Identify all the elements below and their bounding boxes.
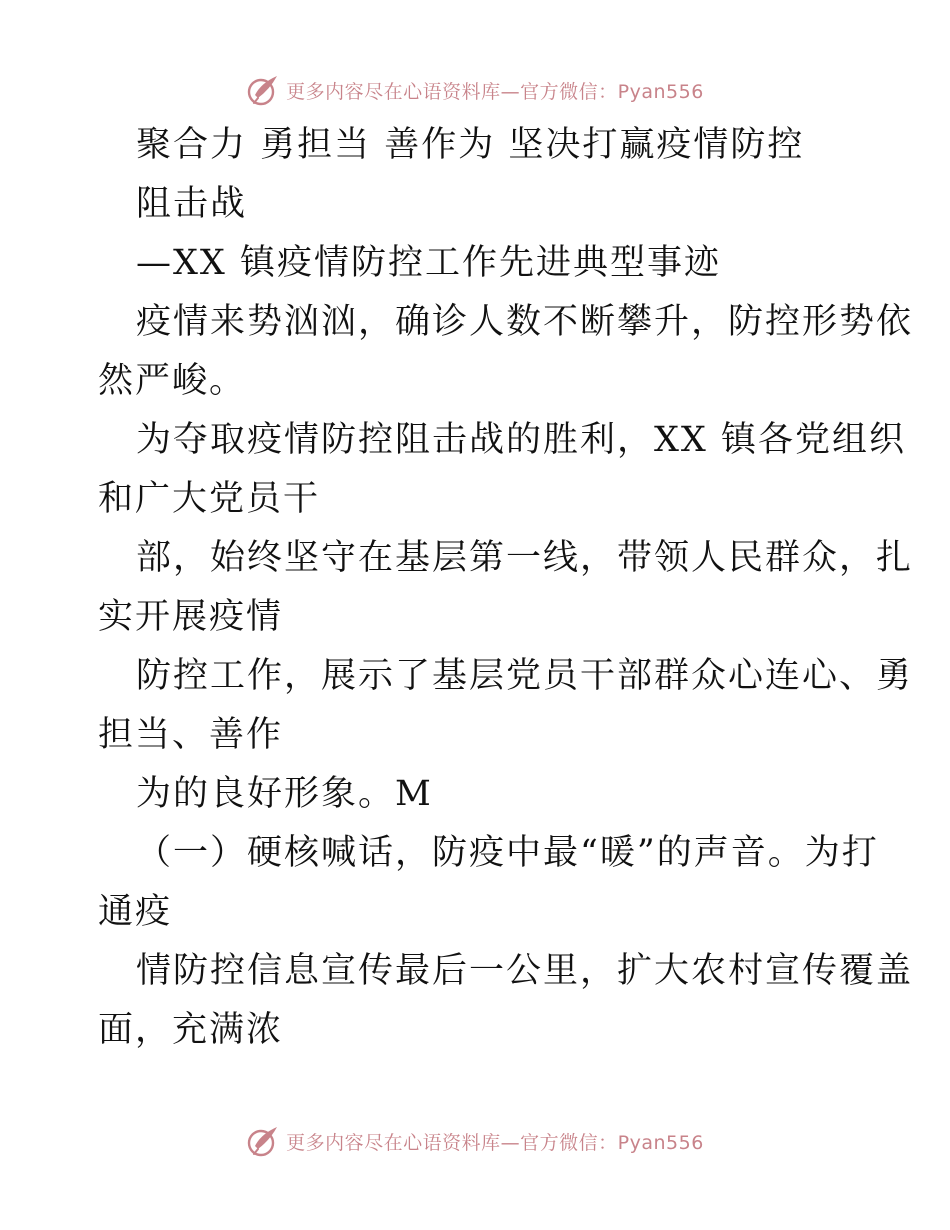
text-line: 阻击战 xyxy=(136,184,248,224)
text-line: —XX 镇疫情防控工作先进典型事迹 xyxy=(136,243,721,283)
text-line: 情防控信息宣传最后一公里，扩大农村宣传覆盖 xyxy=(136,951,914,991)
text-line: 聚合力 勇担当 善作为 坚决打赢疫情防控 xyxy=(136,125,805,165)
text-line: 为的良好形象。M xyxy=(136,774,433,814)
text-line: 实开展疫情 xyxy=(98,597,284,637)
watermark-text: 更多内容尽在心语资料库—官方微信：Pyan556 xyxy=(286,1131,704,1154)
quill-logo-icon xyxy=(246,1124,280,1158)
watermark-header xyxy=(0,70,950,110)
text-line: 和广大党员干 xyxy=(98,479,321,519)
text-line: 面，充满浓 xyxy=(98,1010,284,1050)
text-line: 通疫 xyxy=(98,892,173,932)
document-body xyxy=(98,116,914,1060)
text-line: 担当、善作 xyxy=(98,715,284,755)
text-line: （一）硬核喊话，防疫中最“暖”的声音。为打 xyxy=(136,833,879,873)
watermark-text: 更多内容尽在心语资料库—官方微信：Pyan556 xyxy=(286,80,704,103)
watermark-footer xyxy=(0,1121,950,1161)
quill-logo-icon xyxy=(246,73,280,107)
text-line: 部，始终坚守在基层第一线，带领人民群众，扎 xyxy=(136,538,914,578)
text-line: 然严峻。 xyxy=(98,361,247,401)
text-line: 为夺取疫情防控阻击战的胜利，XX 镇各党组织 xyxy=(136,420,906,460)
text-line: 防控工作，展示了基层党员干部群众心连心、勇 xyxy=(136,656,914,696)
text-line: 疫情来势汹汹，确诊人数不断攀升，防控形势依 xyxy=(136,302,914,342)
